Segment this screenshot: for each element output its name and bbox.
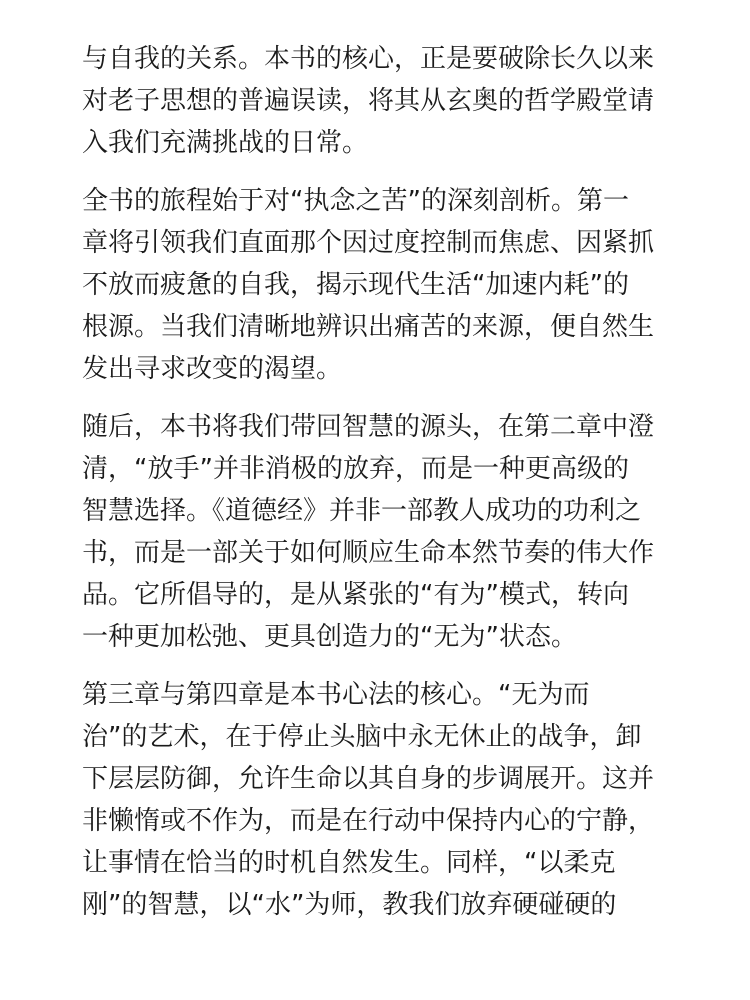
text-line: 智慧选择。《道德经》并非一部教人成功的功利之 bbox=[82, 496, 642, 526]
text-line: 不放而疲惫的自我，揭示现代生活“加速内耗”的 bbox=[82, 270, 629, 300]
document-page bbox=[82, 38, 672, 942]
text-line: 清，“放手”并非消极的放弃，而是一种更高级的 bbox=[82, 454, 629, 484]
text-line: 让事情在恰当的时机自然发生。同样，“以柔克 bbox=[82, 848, 616, 878]
text-line: 章将引领我们直面那个因过度控制而焦虑、因紧抓 bbox=[82, 228, 655, 258]
text-line: 对老子思想的普遍误读，将其从玄奥的哲学殿堂请 bbox=[82, 86, 655, 116]
text-line: 刚”的智慧，以“水”为师，教我们放弃硬碰硬的 bbox=[82, 890, 617, 920]
text-line: 治”的艺术，在于停止头脑中永无休止的战争，卸 bbox=[82, 722, 642, 752]
text-line: 下层层防御，允许生命以其自身的步调展开。这并 bbox=[82, 764, 655, 794]
text-line: 发出寻求改变的渴望。 bbox=[82, 354, 343, 384]
paragraph-1 bbox=[82, 38, 672, 164]
text-line: 随后，本书将我们带回智慧的源头，在第二章中澄 bbox=[82, 412, 655, 442]
paragraph-2 bbox=[82, 180, 672, 390]
text-line: 书，而是一部关于如何顺应生命本然节奏的伟大作 bbox=[82, 538, 655, 568]
text-line: 与自我的关系。本书的核心，正是要破除长久以来 bbox=[82, 44, 655, 74]
text-line: 一种更加松弛、更具创造力的“无为”状态。 bbox=[82, 622, 577, 652]
paragraph-3 bbox=[82, 406, 672, 658]
text-line: 非懒惰或不作为，而是在行动中保持内心的宁静， bbox=[82, 806, 655, 836]
paragraph-4 bbox=[82, 674, 672, 926]
text-line: 入我们充满挑战的日常。 bbox=[82, 128, 369, 158]
text-line: 根源。当我们清晰地辨识出痛苦的来源，便自然生 bbox=[82, 312, 655, 342]
text-line: 第三章与第四章是本书心法的核心。“无为而 bbox=[82, 680, 590, 710]
text-line: 全书的旅程始于对“执念之苦”的深刻剖析。第一 bbox=[82, 186, 629, 216]
text-line: 品。它所倡导的，是从紧张的“有为”模式，转向 bbox=[82, 580, 629, 610]
